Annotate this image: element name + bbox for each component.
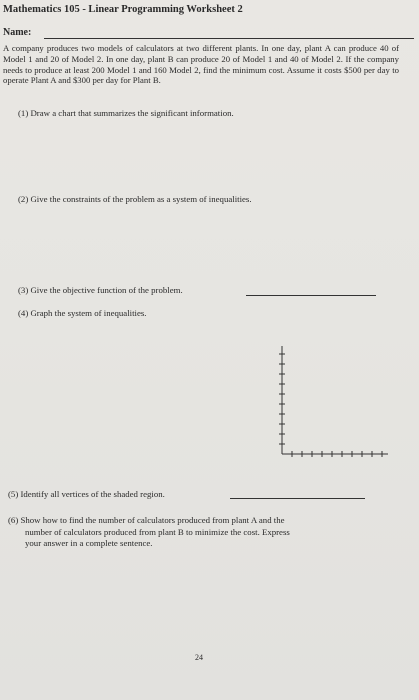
page-title: Mathematics 105 - Linear Programming Worksheet 2 [3,4,243,15]
page-number: 24 [195,653,203,662]
blank-graph-axes [276,346,388,458]
question-4: (4) Graph the system of inequalities. [18,308,147,318]
question-5-answer-line [230,498,365,499]
question-6-line-1: (6) Show how to find the number of calculators produced from plant A and the [8,515,285,525]
problem-statement: A company produces two models of calculators at two different plants. In one day, plant A can produce 40 of Model 1 and 20 of Model 2. In one day, plant B can produce 20 of Model 1 and 40 of Model 2. If the company needs to produce at least 200 Model 1 and 160 Model 2, find the minimum cost. Assume it costs $500 per day to operate Plant A and $300 per day for Plant B. [3,43,399,86]
question-2: (2) Give the constraints of the problem as a system of inequalities. [18,194,252,204]
question-5: (5) Identify all vertices of the shaded region. [8,489,165,499]
question-6 [8,515,410,550]
question-6-line-2: number of calculators produced from plant B to minimize the cost. Express [25,526,290,537]
question-3-answer-line [246,295,376,296]
question-1: (1) Draw a chart that summarizes the significant information. [18,108,234,118]
name-label: Name: [3,27,32,38]
question-3: (3) Give the objective function of the problem. [18,285,183,295]
question-6-line-3: your answer in a complete sentence. [25,538,153,548]
name-field-line [44,38,414,39]
